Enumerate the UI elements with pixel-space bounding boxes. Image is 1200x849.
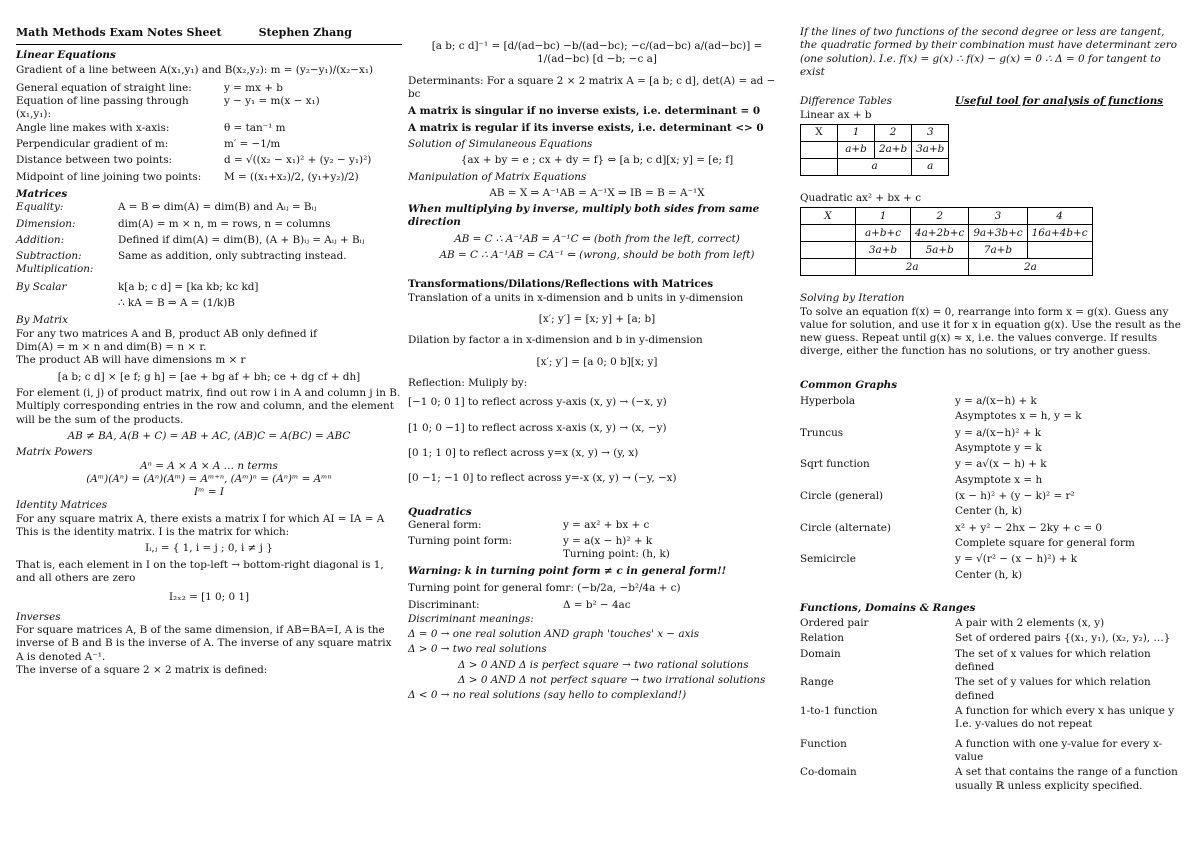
iteration-text: To solve an equation f(x) = 0, rearrange into form x = g(x). Guess any value for solution, and use it for x in equation g(x). Use the result as the new guess. Repeat until g(x) ≈ x, i.e. the values converge. If results diverge, either the function has no solutions, or try another guess. (800, 305, 1181, 358)
identity-2x2-formula: I₂ₓ₂ = [1 0; 0 1] (168, 591, 250, 604)
iteration-title: Solving by Iteration (800, 292, 905, 305)
function-definition: usually ℝ unless explicity specified. (955, 779, 1143, 792)
function-definition: I.e. y-values do not repeat (955, 718, 1093, 731)
table-cell: 2a+b (875, 141, 912, 158)
function-row (800, 766, 1184, 779)
graph-note: Complete square for general form (955, 536, 1135, 549)
inverses-text-2: The inverse of a square 2 × 2 matrix is defined: (16, 663, 268, 676)
graph-formula: y = a√(x − h) + k (955, 458, 1047, 471)
discriminant-label: Discriminant: (408, 599, 480, 612)
graph-row (800, 395, 1184, 408)
graph-name: Circle (general) (800, 489, 884, 502)
identity-text-2: This is the identity matrix. I is the matrix for which: (16, 526, 290, 539)
linear-row-formula: y = mx + b (224, 81, 283, 94)
graph-note-row (800, 569, 1184, 582)
linear-row (16, 138, 402, 151)
table-row (801, 225, 1093, 242)
matrix-row-label: Dimension: (16, 217, 76, 230)
quadratic-row-label (408, 548, 563, 561)
quadratic-row-formula: y = ax² + bx + c (563, 518, 650, 531)
table-row (801, 124, 949, 141)
linear-difference-table (800, 124, 949, 176)
linear-table-label: Linear ax + b (800, 108, 872, 121)
linear-row-label: Angle line makes with x-axis: (16, 121, 170, 134)
graph-note-row (800, 537, 1184, 550)
function-term: Domain (800, 647, 841, 660)
function-term: Range (800, 676, 834, 689)
table-cell: 2 (875, 124, 912, 141)
graph-row (800, 458, 1184, 471)
transformations-title: Transformations/Dilations/Reflections with Matrices (408, 278, 714, 291)
function-definition: A pair with 2 elements (x, y) (955, 617, 1105, 630)
table-cell: a+b+c (856, 225, 911, 242)
simultaneous-title: Solution of Simulaneous Equations (408, 137, 593, 150)
linear-row (16, 171, 402, 184)
powers-formula-3: Iᵐ = I (194, 486, 224, 499)
linear-row-formula: θ = tan⁻¹ m (224, 121, 286, 134)
graph-name: Semicircle (800, 553, 856, 566)
table-cell: 1 (838, 124, 875, 141)
identity-text-3: That is, each element in I on the top-left → bottom-right diagonal is 1, and all others are zero (16, 558, 384, 585)
table-row (801, 158, 949, 175)
function-term: Co-domain (800, 766, 857, 779)
scalar-row (16, 281, 402, 294)
graph-row (800, 522, 1184, 535)
function-term: 1-to-1 function (800, 705, 878, 717)
manipulation-title: Manipulation of Matrix Equations (408, 170, 587, 183)
table-cell: X (801, 208, 856, 225)
table-cell: 1 (856, 208, 911, 225)
graph-note-row (800, 442, 1184, 455)
matrix-properties: AB ≠ BA, A(B + C) = AB + AC, (AB)C = A(BC) = ABC (67, 429, 351, 442)
discriminant-meaning: Δ > 0 → two real solutions (408, 643, 547, 656)
graph-formula: y = a/(x−h)² + k (955, 426, 1042, 439)
table-cell (801, 242, 856, 259)
graph-name: Truncus (800, 426, 844, 439)
discriminant-meaning: Δ < 0 → no real solutions (say hello to complexland!) (408, 689, 687, 702)
quadratic-warning: Warning: k in turning point form ≠ c in general form!! (408, 564, 727, 577)
table-cell: 3 (969, 208, 1027, 225)
table-cell: X (801, 124, 838, 141)
function-row (800, 705, 1184, 718)
inverse-formula: [a b; c d]⁻¹ = [d/(ad−bc) −b/(ad−bc); −c/(ad−bc) a/(ad−bc)] = 1/(ad−bc) [d −b; −c a] (431, 40, 763, 66)
table-cell (801, 141, 838, 158)
matrix-row-text: A = B ⇔ dim(A) = dim(B) and Aᵢⱼ = Bᵢⱼ (118, 201, 317, 214)
graph-formula: y = √(r² − (x − h)²) + k (955, 553, 1078, 566)
graph-row (800, 427, 1184, 440)
dilation-text: Dilation by factor a in x-dimension and b in y-dimension (408, 334, 703, 347)
linear-rows (16, 82, 402, 184)
translation-text: Translation of a units in x-dimension and b units in y-dimension (408, 291, 744, 304)
matrix-row-text: Defined if dim(A) = dim(B), (A + B)ᵢⱼ = Aᵢⱼ + Bᵢⱼ (118, 233, 365, 246)
quadratic-table-label: Quadratic ax² + bx + c (800, 191, 922, 204)
discriminant-formula: Δ = b² − 4ac (563, 599, 631, 612)
reflection-row: [−1 0; 0 1] to reflect across y-axis (x, y) → (−x, y) (408, 396, 667, 409)
table-cell (1027, 242, 1092, 259)
function-definition: A function for which every x has unique y (955, 705, 1175, 717)
matrix-row-label: Equality: (16, 201, 64, 214)
quadratic-difference-table (800, 207, 1093, 276)
difference-tables-header (800, 95, 1184, 108)
regular-text: A matrix is regular if its inverse exists, i.e. determinant <> 0 (408, 121, 764, 134)
spacer (408, 486, 786, 502)
function-term (800, 780, 955, 793)
graph-formula: y = a/(x−h) + k (955, 395, 1037, 408)
matrix-row-label: Addition: (16, 233, 65, 246)
reflection-row: [0 1; 1 0] to reflect across y=x (x, y) → (y, x) (408, 446, 639, 459)
discriminant-meanings-title: Discriminant meanings: (408, 612, 534, 625)
function-term: Ordered pair (800, 617, 869, 630)
inverses-text-1: For square matrices A, B of the same dimension, if AB=BA=I, A is the inverse of B and B is the inverse of A. The inverse of any square matrix A is denoted A⁻¹. (16, 623, 392, 663)
function-definition: A function with one y-value for every x-value (955, 737, 1163, 763)
table-cell: a (912, 158, 949, 175)
matrix-row-text: dim(A) = m × n, m = rows, n = columns (118, 217, 331, 230)
table-row (801, 242, 1093, 259)
simultaneous-formula: {ax + by = e ; cx + dy = f} ⇔ [a b; c d][x; y] = [e; f] (460, 154, 734, 167)
spacer (800, 582, 1184, 598)
function-definition: The set of x values for which relation defined (955, 647, 1151, 674)
graph-note-row (800, 505, 1184, 518)
determinant-text: Determinants: For a square 2 × 2 matrix A = [a b; c d], det(A) = ad − bc (408, 74, 776, 100)
column-2 (408, 0, 786, 703)
table-cell: 3a+b (912, 141, 949, 158)
table-cell: 3 (912, 124, 949, 141)
graph-note: Asymptotes x = h, y = k (955, 410, 1082, 423)
linear-row-label: Distance between two points: (16, 154, 173, 167)
reflection-row: [1 0; 0 −1] to reflect across x-axis (x, y) → (x, −y) (408, 421, 667, 434)
product-formula: [a b; c d] × [e f; g h] = [ae + bg af + bh; ce + dg cf + dh] (57, 370, 361, 383)
powers-formula-1: Aⁿ = A × A × A … n terms (140, 459, 278, 472)
spacer (800, 79, 1184, 95)
scalar-formula-2: ∴ kA = B ⇒ A = (1/k)B (118, 297, 235, 310)
linear-row-label: Midpoint of line joining two points: (16, 170, 202, 183)
graph-note: Asymptote y = k (955, 442, 1042, 454)
graph-note: Asymptote x = h (955, 473, 1043, 486)
table-cell: 2a (856, 259, 969, 276)
graph-note-row (800, 474, 1184, 487)
discriminant-meaning: Δ > 0 AND Δ is perfect square → two rational solutions (458, 658, 749, 671)
inverse-warning-wrong: AB = C ∴ A⁻¹AB = CA⁻¹ ⇐ (wrong, should be both from left) (439, 249, 755, 262)
linear-row (16, 122, 402, 135)
table-cell: a+b (838, 141, 875, 158)
table-cell: 3a+b (856, 242, 911, 259)
linear-row (16, 82, 402, 95)
quadratics-heading: Quadratics (408, 505, 472, 518)
spacer (800, 359, 1184, 375)
quadratic-row-label: Turning point form: (408, 535, 513, 548)
function-row (800, 617, 1184, 630)
page-header (16, 0, 402, 45)
function-row (800, 780, 1184, 793)
table-cell (801, 158, 838, 175)
function-row (800, 648, 1184, 675)
dilation-formula: [x′; y′] = [a 0; 0 b][x; y] (536, 355, 658, 368)
matrix-row-label: Subtraction: (16, 250, 82, 263)
multiplication-label: Multiplication: (16, 263, 94, 276)
author-name: Stephen Zhang (258, 26, 352, 39)
quadratic-row (408, 519, 786, 532)
scalar-formula: k[a b; c d] = [ka kb; kc kd] (118, 280, 259, 293)
tangent-note: If the lines of two functions of the second degree or less are tangent, the quadratic formed by their combination must have determinant zero (one solution). I.e. f(x) = g(x) ∴ f(x) − g(x) = 0 ∴ Δ = 0 for tangent to exist (800, 26, 1178, 78)
function-term: Relation (800, 632, 844, 645)
quadratic-row-label: General form: (408, 518, 482, 531)
linear-row (16, 95, 402, 122)
graph-formula: (x − h)² + (y − k)² = r² (955, 489, 1075, 502)
table-cell: 5a+b (911, 242, 969, 259)
table-cell (801, 259, 856, 276)
linear-row-label: Equation of line passing through (x₁,y₁): (16, 95, 189, 121)
function-definition: Set of ordered pairs {(x₁, y₁), (x₂, y₂), …} (955, 632, 1171, 645)
discriminant-row (408, 599, 786, 612)
gradient-formula: Gradient of a line between A(x₁,y₁) and B(x₂,y₂): m = (y₂−y₁)/(x₂−x₁) (16, 64, 374, 77)
inverse-warning: When multiplying by inverse, multiply both sides from same direction (408, 203, 760, 229)
table-cell: 4a+2b+c (911, 225, 969, 242)
graph-note: Center (h, k) (955, 505, 1023, 518)
quadratic-row-formula: y = a(x − h)² + k (563, 535, 653, 548)
spacer (800, 276, 1184, 292)
graph-row (800, 553, 1184, 566)
table-cell: 2 (911, 208, 969, 225)
quadratic-row (408, 535, 786, 548)
table-cell (801, 225, 856, 242)
function-row (800, 738, 1184, 765)
graph-note: Center (h, k) (955, 568, 1023, 581)
inverses-label: Inverses (16, 610, 61, 623)
linear-row-formula: m′ = −1/m (224, 137, 281, 150)
table-cell: 4 (1027, 208, 1092, 225)
spacer (408, 262, 786, 278)
linear-row-label: General equation of straight line: (16, 81, 192, 94)
manipulation-formula: AB = X ⇒ A⁻¹AB = A⁻¹X ⇒ IB = B = A⁻¹X (489, 186, 705, 199)
matrix-row (16, 201, 402, 214)
singular-text: A matrix is singular if no inverse exists, i.e. determinant = 0 (408, 105, 761, 118)
function-term (800, 718, 955, 731)
by-matrix-text-1: For any two matrices A and B, product AB only defined if (16, 327, 317, 340)
matrices-heading: Matrices (16, 187, 68, 200)
column-3 (800, 0, 1184, 793)
linear-row (16, 154, 402, 167)
inverse-warning-correct: AB = C ∴ A⁻¹AB = A⁻¹C ⇐ (both from the left, correct) (454, 232, 740, 245)
graph-row (800, 490, 1184, 503)
difference-tables-note: Useful tool for analysis of functions (955, 95, 1164, 108)
matrix-row (16, 218, 402, 231)
linear-row-formula: d = √((x₂ − x₁)² + (y₂ − y₁)²) (224, 154, 372, 167)
graph-note-row (800, 410, 1184, 423)
column-1 (16, 0, 402, 677)
table-row (801, 259, 1093, 276)
matrix-row-text: Same as addition, only subtracting instead. (118, 250, 347, 263)
discriminant-meaning: Δ > 0 AND Δ not perfect square → two irrational solutions (458, 673, 766, 686)
matrix-row (16, 234, 402, 247)
table-cell: 7a+b (969, 242, 1027, 259)
reflection-row: [0 −1; −1 0] to reflect across y=-x (x, y) → (−y, −x) (408, 472, 677, 485)
table-cell: a (838, 158, 912, 175)
linear-equations-heading: Linear Equations (16, 49, 116, 62)
matrix-powers-label: Matrix Powers (16, 446, 93, 459)
quadratic-row-formula: Turning point: (h, k) (563, 548, 670, 561)
table-cell: 16a+4b+c (1027, 225, 1092, 242)
linear-row-formula: y − y₁ = m(x − x₁) (224, 95, 320, 108)
function-definition: A set that contains the range of a function (955, 766, 1178, 779)
table-row (801, 141, 949, 158)
function-row (800, 676, 1184, 703)
translation-formula: [x′; y′] = [x; y] + [a; b] (538, 313, 656, 325)
identity-label: Identity Matrices (16, 499, 108, 512)
table-row (801, 208, 1093, 225)
by-matrix-text-3: The product AB will have dimensions m × r (16, 354, 246, 367)
reflection-text: Reflection: Muliply by: (408, 376, 528, 389)
page-title: Math Methods Exam Notes Sheet (16, 26, 222, 39)
graph-name: Sqrt function (800, 458, 870, 471)
difference-tables-title: Difference Tables (800, 95, 893, 108)
identity-formula: Iᵢ,ⱼ = { 1, i = j ; 0, i ≠ j } (145, 542, 273, 555)
by-matrix-text-4: For element (i, j) of product matrix, find out row i in A and column j in B. Multiply corresponding entries in the row and column, and the element will be the sum of the products. (16, 386, 401, 426)
table-cell: 9a+3b+c (969, 225, 1027, 242)
discriminant-meaning: Δ = 0 → one real solution AND graph 'touches' x − axis (408, 628, 700, 640)
scalar-label: By Scalar (16, 280, 67, 293)
spacer (800, 176, 1184, 192)
by-matrix-label: By Matrix (16, 314, 68, 327)
linear-row-label: Perpendicular gradient of m: (16, 137, 169, 150)
graph-name: Hyperbola (800, 395, 856, 408)
matrix-row (16, 250, 402, 263)
graph-formula: x² + y² − 2hx − 2ky + c = 0 (955, 521, 1102, 534)
graph-name: Circle (alternate) (800, 521, 891, 534)
by-matrix-text-2: Dim(A) = m × n and dim(B) = n × r. (16, 341, 207, 354)
function-definition: The set of y values for which relation defined (955, 676, 1151, 702)
powers-formula-2: (Aᵐ)(Aⁿ) = (Aⁿ)(Aᵐ) = Aᵐ⁺ⁿ, (Aᵐ)ⁿ = (Aⁿ)ᵐ = Aᵐⁿ (86, 472, 332, 485)
function-row (800, 718, 1184, 731)
common-graphs-heading: Common Graphs (800, 378, 898, 391)
functions-heading: Functions, Domains & Ranges (800, 601, 976, 614)
function-row (800, 632, 1184, 645)
turning-point-general: Turning point for general fomr: (−b/2a, −b²/4a + c) (408, 582, 681, 595)
identity-text-1: For any square matrix A, there exists a matrix I for which AI = IA = A (16, 512, 385, 525)
function-term: Function (800, 737, 847, 750)
linear-row-formula: M = ((x₁+x₂)/2, (y₁+y₂)/2) (224, 170, 359, 183)
quadratic-row (408, 548, 786, 561)
table-cell: 2a (969, 259, 1092, 276)
